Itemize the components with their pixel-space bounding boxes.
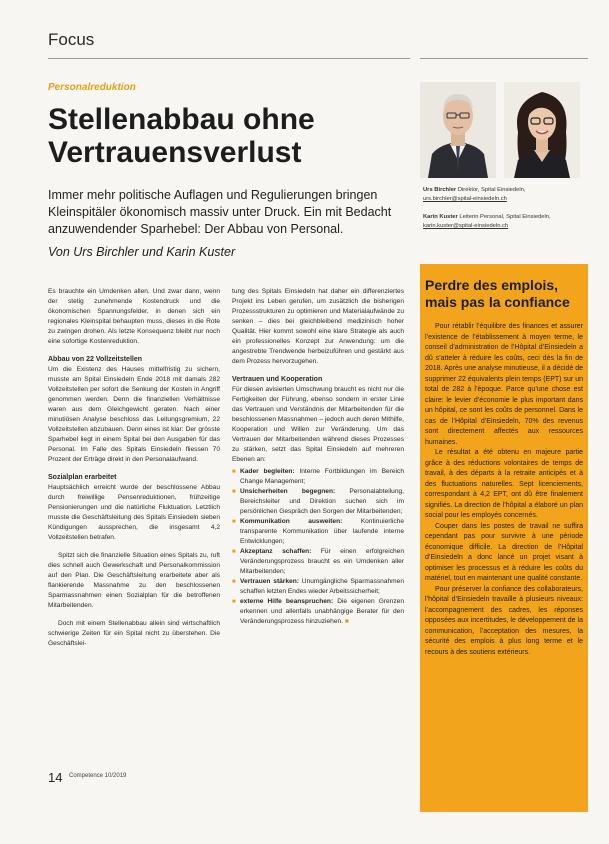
paragraph: tung des Spitals Einsiedeln hat daher ein differenziertes Projekt ins Leben gerufen, um zusätzlich die bisherigen Prozessstrukturen zu optimieren und Materialaufwände zu senken – dies bei gleichbleibend medizinisch hoher Qualität. Hier kommt sowohl eine klare Strategie als auch ein professionelles Konzept zur Anwendung: um die angestrebte Trendwende herbeizuführen und gestärkt aus dem Prozess hervorzugehen. <box>232 288 404 365</box>
list-item-text: Personalabteilung, Bereichsleiter und Direktion suchen sich im persönlichen Gespräch den Sorgen der Mitarbeitenden; <box>240 488 404 515</box>
article-lead: Immer mehr politische Auflagen und Regulierungen bringen Kleinspitäler ökonomisch massiv unter Druck. Ein mit Bedacht anzuwendender Sparhebel: Der Abbau von Personal. <box>48 188 392 236</box>
author-caption-2 <box>423 213 593 231</box>
list-item <box>232 517 404 547</box>
list-item-text: Interne Fortbildungen im Bereich Change Management; <box>240 468 404 485</box>
paragraph: Es brauchte ein Umdenken allen. Und zwar dann, wenn der stetig zunehmende Kostendruck und die ökonomischen Spannungsfelder, in denen sich ein regionales Kleinspital behaupten muss, dieses in die Rote zu zwingen drohen. Als letzte Konsequenz bleibt nur noch eine sofortige Kostenreduktion. <box>48 288 220 345</box>
list-item-label: externe Hilfe beanspruchen: <box>240 598 334 605</box>
list-item-text: Kontinuierliche transparente Kommunikation über laufende interne Entwicklungen; <box>240 518 404 545</box>
list-item <box>232 577 404 597</box>
section-label: Focus <box>48 30 95 49</box>
list-item-text: Die eigenen Grenzen erkennen und allenfalls unabhängige Berater für den Veränderungsprozess hinzuziehen. <box>240 598 404 625</box>
sidebar-title: Perdre des emplois, mais pas la confiance <box>425 277 570 310</box>
list-item-label: Vertrauen stärken: <box>240 578 299 585</box>
author-role: Direktor, Spital Einsiedeln, <box>457 187 526 193</box>
publication-footer: Competence 10/2019 <box>69 773 127 779</box>
measures-list <box>232 467 404 627</box>
subheading: Vertrauen und Kooperation <box>232 376 323 383</box>
list-item <box>232 547 404 577</box>
list-item-label: Unsicherheiten begegnen: <box>240 488 336 495</box>
page-number: 14 <box>48 770 63 785</box>
paragraph: Für diesen avisierten Umschwung braucht es nicht nur die Fertigkeiten der Führung, ebenso sondern in erster Linie das Vertrauen und Verständnis der Mitarbeitenden für die beschlossenen Massnahmen – jedoch auch deren Mithilfe, Kooperation und Willen zur Veränderung. Um das Vertrauen der Mitarbeitenden während dieses Prozesses zu stärken, setzt das Spital Einsiedeln auf mehreren Ebenen an: <box>232 386 404 463</box>
author-name: Karin Kuster <box>423 214 458 220</box>
paragraph: Hauptsächlich erreicht wurde der beschlossene Abbau durch freiwillige Pensenreduktionen, frühzeitige Pensionierungen und die natürliche Fluktuation. Letztlich musste die Geschäftsleitung des Spitals Einsiedeln sieben Kündigungen aussprechen, die insgesamt 4,2 Vollzeitstellen betrafen. <box>48 484 220 541</box>
end-mark-icon: ■ <box>344 618 349 625</box>
author-name: Urs Birchler <box>423 187 457 193</box>
list-item-text: Unumgängliche Sparmassnahmen schaffen letzten Endes wieder Arbeitssicherheit; <box>240 578 404 595</box>
sidebar-paragraph: Le résultat a été obtenu en majeure partie grâce à des réductions volontaires de temps de travail, à des départs à la retraite anticipés et à des fluctuations naturelles. Sept licenciements, correspondant à 4,2 EPT, ont dû être finalement signifiés. La direction de l’hôpital a élaboré un plan social pour les employés concernés. <box>425 449 583 519</box>
list-item-label: Kader begleiten: <box>240 468 295 475</box>
sidebar-paragraph: Couper dans les postes de travail ne suffira cependant pas pour survivre à une période économique difficile. La direction de l’Hôpital d’Einsiedeln a donc lancé un projet visant à optimiser les processus et à réduire les coûts du matériel, tout en maintenant une qualité constante. <box>425 522 583 582</box>
author-photo-urs-birchler <box>420 82 496 178</box>
article-column-1 <box>48 287 220 657</box>
author-role: Leiterin Personal, Spital Einsiedeln, <box>459 214 551 220</box>
author-email-link[interactable]: karin.kuster@spital-einsiedeln.ch <box>423 223 509 229</box>
list-item <box>232 597 404 627</box>
top-rule-right <box>420 58 588 59</box>
list-item-text: Für einen erfolgreichen Veränderungsprozess braucht es ein Umdenken aller Mitarbeitenden; <box>240 548 404 575</box>
list-item <box>232 487 404 517</box>
author-photo-karin-kuster <box>504 82 580 178</box>
sidebar-text <box>425 322 583 658</box>
top-rule <box>48 58 410 59</box>
paragraph: Spitzt sich die finanzielle Situation eines Spitals zu, ruft dies schnell auch Gewerkschaft und Personalkommission auf den Plan. Die Geschäftsleitung erarbeitete aber als flankierende Massnahme zu den beschlossenen Sparmassnahmen einen Sozialplan für die betroffenen Mitarbeitenden. <box>48 552 220 609</box>
article-title: Stellenabbau ohne Vertrauensverlust <box>48 103 315 169</box>
list-item-label: Kommunikation ausweiten: <box>240 518 343 525</box>
sidebar-paragraph: Pour rétablir l’équilibre des finances et assurer l’existence de l’établissement à moyen terme, le conseil d’administration de l’Hôpital d’Einsiedeln a dû s’atteler à réduire les coûts, ceci dès la fin de 2018. Après une analyse minutieuse, il a décidé de supprimer 22 équivalents plein temps (EPT) sur un total de 282 à l’époque. Parce qu’une chose est claire: le levier d’économie le plus important dans un hôpital, ce sont les coûts de personnel. Dans le cas de l’Hôpital d’Einsiedeln, 70% des revenus sont directement affectés aux ressources humaines. <box>425 323 583 446</box>
list-item <box>232 467 404 487</box>
article-byline: Von Urs Birchler und Karin Kuster <box>48 245 236 259</box>
author-caption-1 <box>423 186 593 204</box>
author-email-link[interactable]: urs.birchler@spital-einsiedeln.ch <box>423 196 507 202</box>
article-kicker: Personalreduktion <box>48 82 136 93</box>
article-column-2 <box>232 287 404 627</box>
subheading: Sozialplan erarbeitet <box>48 474 117 481</box>
subheading: Abbau von 22 Vollzeitstellen <box>48 356 143 363</box>
paragraph: Um die Existenz des Hauses mittelfristig zu sichern, musste am Spital Einsiedeln Ende 2018 mit damals 282 Vollzeitstellen per sofort die Senkung der Kosten in Angriff genommen werden. Denn die finanziellen Verhältnisse waren aus dem Gleichgewicht geraten. Nach einer minutiösen Analyse beschloss das Leitungsgremium, 22 Vollzeitstellen abzubauen. Denn eines ist klar: Der grösste Sparhebel liegt in einem Spital bei den Ausgaben für das Personal. Im Falle des Spitals Einsiedeln fliessen 70 Prozent der Erträge direkt in den Personalaufwand. <box>48 366 220 463</box>
list-item-label: Akzeptanz schaffen: <box>240 548 312 555</box>
paragraph: Doch mit einem Stellenabbau allein sind wirtschaftlich schwierige Zeiten für ein Spital nicht zu überstehen. Die Geschäftslei- <box>48 620 220 647</box>
sidebar-paragraph: Pour préserver la confiance des collaborateurs, l’hôpital d’Einsiedeln travaille à plusieurs niveaux: l’accompagnement des cadres, les réponses opposées aux incertitudes, le développement de la communication, l’acceptation des mesures, la sécurité des emplois à plus long terme et le recours à des soutiens extérieurs. <box>425 585 583 656</box>
